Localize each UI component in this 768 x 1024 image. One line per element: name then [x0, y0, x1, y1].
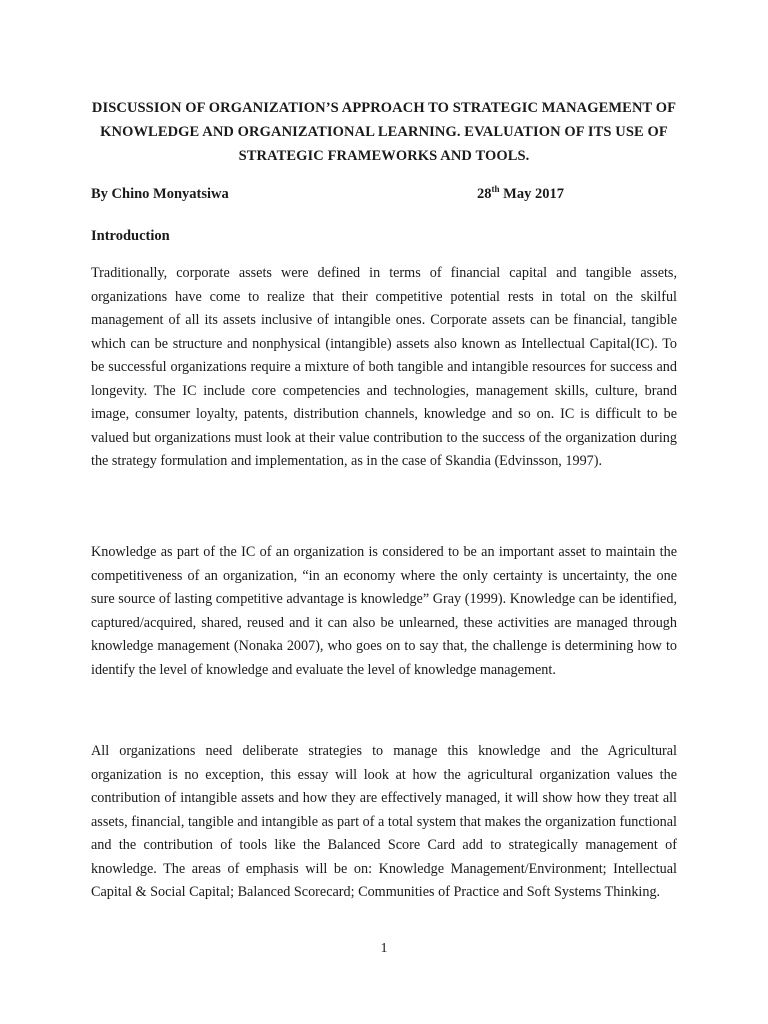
document-date — [477, 186, 564, 203]
document-title: DISCUSSION OF ORGANIZATION’S APPROACH TO STRATEGIC MANAGEMENT OF KNOWLEDGE AND ORGANIZATIONAL LEARNING. EVALUATION OF ITS USE OF STRATEGIC FRAMEWORKS AND TOOLS. — [91, 100, 677, 164]
date-suffix: th — [491, 184, 500, 194]
byline — [91, 186, 691, 208]
date-day: 28 — [477, 186, 492, 202]
page-number: 1 — [380, 941, 388, 956]
paragraph: Knowledge as part of the IC of an organization is considered to be an important asset to maintain the competitiveness of an organization, “in an economy where the only certainty is uncertainty, the one sure source of lasting competitive advantage is knowledge” Gray (1999). Knowledge can be identified, captured/acquired, shared, reused and it can also be unlearned, these activities are managed through knowledge management (Nonaka 2007), who goes on to say that, the challenge is determining how to identify the level of knowledge and evaluate the level of knowledge management. — [91, 544, 677, 678]
paragraph: All organizations need deliberate strategies to manage this knowledge and the Agricultural organization is no exception, this essay will look at how the agricultural organization values the contribution of intangible assets and how they are effectively managed, it will show how they treat all assets, financial, tangible and intangible as part of a total system that makes the organization functional and the contribution of tools like the Balanced Score Card add to strategically management of knowledge. The areas of emphasis will be on: Knowledge Management/Environment; Intellectual Capital & Social Capital; Balanced Scorecard; Communities of Practice and Soft Systems Thinking. — [91, 743, 677, 900]
date-month-year: May 2017 — [499, 186, 564, 202]
section-heading: Introduction — [91, 228, 170, 244]
author-name: By Chino Monyatsiwa — [91, 186, 229, 202]
paragraph: Traditionally, corporate assets were defined in terms of financial capital and tangible assets, organizations have come to realize that their competitive potential rests in total on the skilful management of all its assets inclusive of intangible ones. Corporate assets can be financial, tangible which can be structure and nonphysical (intangible) assets also known as Intellectual Capital(IC). To be successful organizations require a mixture of both tangible and intangible resources for success and longevity. The IC include core competencies and technologies, management skills, culture, brand image, consumer loyalty, patents, distribution channels, knowledge and so on. IC is difficult to be valued but organizations must look at their value contribution to the success of the organization during the strategy formulation and implementation, as in the case of Skandia (Edvinsson, 1997). — [91, 265, 677, 469]
